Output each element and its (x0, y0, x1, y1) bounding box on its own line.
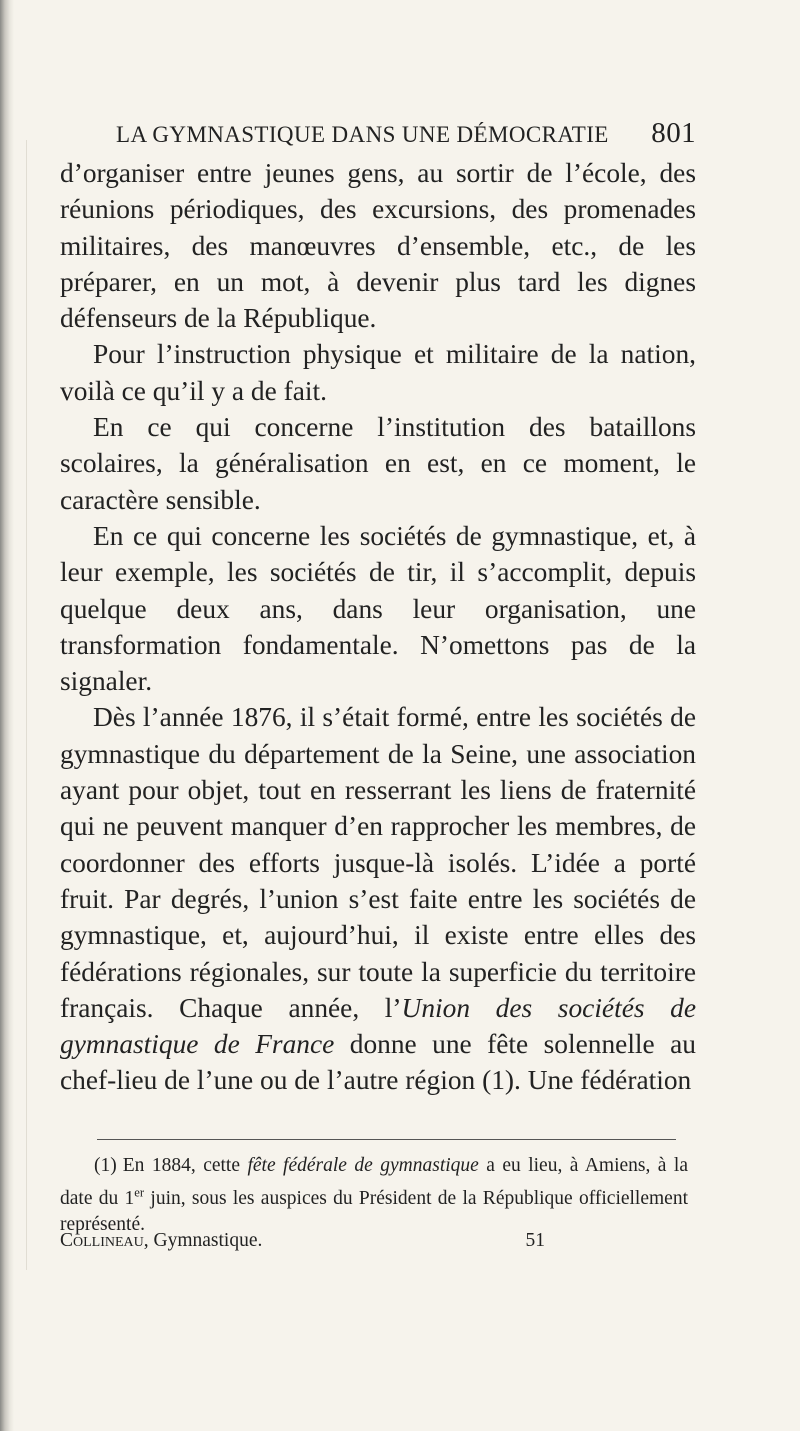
sheet-number: 51 (525, 1230, 545, 1251)
text-segment: En 1884, cette (122, 1155, 248, 1176)
signature-work: , Gymnastique. (143, 1230, 263, 1251)
footnote-number: (1) (94, 1155, 117, 1176)
footnote-text (60, 1155, 688, 1235)
text-segment: donne une fête solennelle au chef-lieu de l’une ou de l’autre région (1). Une fédération (60, 1029, 696, 1096)
superscript: er (134, 1185, 145, 1199)
fold-line (26, 140, 27, 1270)
text-segment: En ce qui concerne les sociétés de gymnastique, et, à leur exemple, les sociétés de tir, il s’accomplit, depuis quelque deux ans, dans leur organisation, une transformation fondamentale. N’omettons pas de la signaler. (60, 520, 696, 697)
footnote-rule (97, 1139, 676, 1140)
text-segment: a eu lieu, à Amiens, à la date du 1 (60, 1155, 688, 1209)
paragraph (60, 699, 696, 1098)
signature-line (60, 1230, 545, 1252)
text-segment: juin, sous les auspices du Président de la République officiellement représenté. (60, 1187, 689, 1235)
running-header (116, 117, 696, 150)
footnote (60, 1153, 688, 1238)
italic-text: fête fédérale de gymnastique (247, 1155, 479, 1176)
italic-text: Union des sociétés de gymnastique de France (60, 992, 696, 1060)
text-segment: En ce qui concerne l’institution des bataillons scolaires, la généralisation en est, en ce moment, le caractère sensible. (60, 412, 696, 515)
signature-author: Collineau (60, 1230, 144, 1251)
paragraph (60, 518, 696, 699)
page-edge (0, 0, 14, 1431)
paragraph (60, 155, 696, 336)
signature-mark (60, 1230, 262, 1252)
body-text (60, 155, 696, 1099)
page-number: 801 (651, 117, 696, 149)
paragraph (60, 409, 696, 518)
paragraph (60, 336, 696, 409)
running-title: LA GYMNASTIQUE DANS UNE DÉMOCRATIE (116, 122, 609, 147)
text-segment: Pour l’instruction physique et militaire de la nation, voilà ce qu’il y a de fait. (60, 339, 696, 406)
text-segment: d’organiser entre jeunes gens, au sortir de l’école, des réunions périodiques, des excursions, des promenades militaires, des manœuvres d’ensemble, etc., de les préparer, en un mot, à devenir plus tard les dignes défenseurs de la République. (60, 158, 696, 334)
text-segment: Dès l’année 1876, il s’était formé, entre les sociétés de gymnastique du département de la Seine, une association ayant pour objet, tout en resserrant les liens de fraternité qui ne peuvent manquer d’en rapprocher les membres, de coordonner des efforts jusque-là isolés. L’idée a porté fruit. Par degrés, l’union s’est faite entre les sociétés de gymnastique, et, aujourd’hui, il existe entre elles des fédérations régionales, sur toute la superficie du territoire français. Chaque année, l’ (60, 702, 696, 1023)
